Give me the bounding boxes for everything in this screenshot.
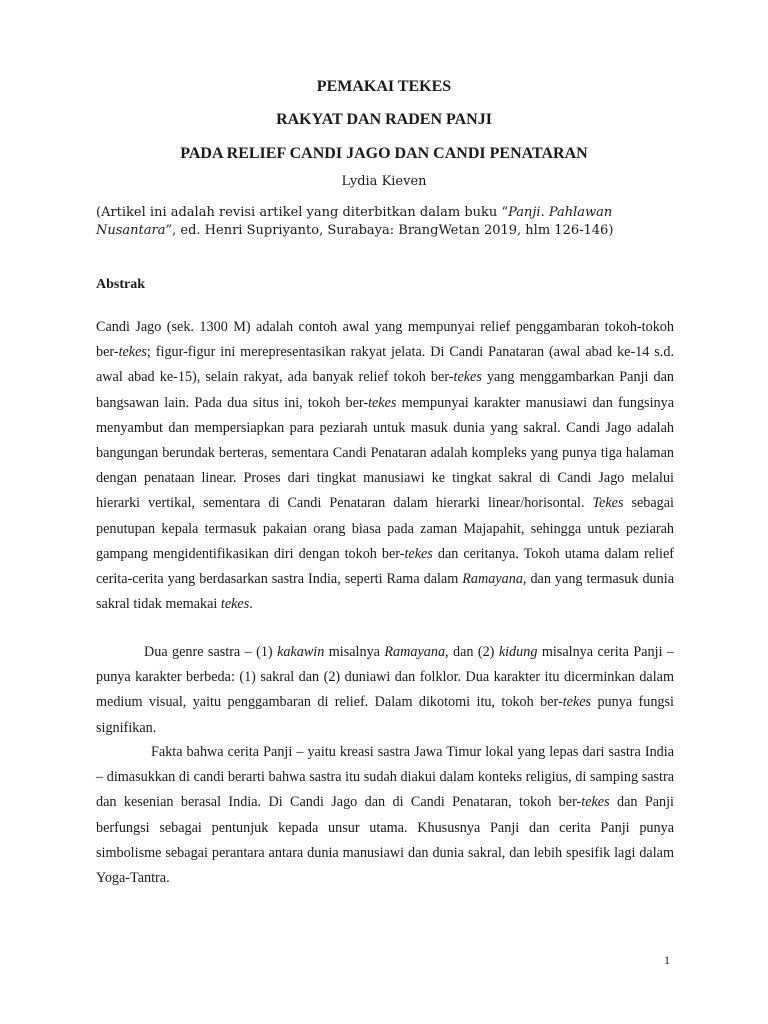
p2-italic-1: kakawin [277, 644, 325, 660]
p1-text-5: sebagai penutupan kepala termasuk pakaian orang biasa pada zaman Majapahit, sehingga untuk peziarah gampang mengidentifikasikan diri dengan tokoh ber- [96, 495, 674, 562]
p1-italic-2: tekes [453, 369, 482, 386]
p2-italic-2: Ramayana [384, 644, 446, 660]
author-name: Lydia Kieven [341, 174, 427, 189]
title-line-1: PEMAKAI TEKES [316, 78, 452, 95]
p1-italic-5: tekes [404, 545, 433, 562]
p3-text-2: dan Panji berfungsi sebagai pentunjuk kepada unsur utama. Khususnya Panji dan cerita Panji punya simbolisme sebagai perantara antara dunia manusiawi dan dunia sakral, dan lebih spesifik lagi dalam Yoga-Tantra. [96, 794, 674, 887]
p1-text-2: ; figur-figur ini merepresentasikan rakyat jelata. Di Candi Panataran (awal abad ke-14 s.d. awal abad ke-15), selain rakyat, ada banyak relief tokoh ber- [96, 344, 674, 386]
p2-italic-3: kidung [498, 644, 538, 660]
p2-text-1: Dua genre sastra – (1) [144, 644, 278, 660]
p2-text-3: , dan (2) [445, 644, 499, 660]
p2-text-2: misalnya [324, 644, 385, 660]
p1-italic-3: tekes [368, 394, 397, 411]
p1-italic-6: Ramayana, [462, 571, 527, 588]
p1-italic-1: tekes [118, 344, 147, 361]
revision-note [96, 204, 676, 240]
p1-text-4: mempunyai karakter manusiawi dan fungsinya menyambut dan mempersiapkan para peziarah untuk masuk dunia yang sakral. Candi Jago adalah bangungan berundak berteras, sementara Candi Penataran adalah kompleks yang punya tiga halaman dengan penataan linear. Proses dari tingkat manusiawi ke tingkat sakral di Candi Jago melalui hierarki vertikal, sementara di Candi Penataran dalam hierarki linear/horisontal. [96, 394, 675, 512]
p1-italic-4: Tekes [592, 495, 624, 512]
p1-italic-7: tekes [220, 596, 250, 613]
abstract-paragraph-2 [96, 640, 674, 741]
p2-italic-4: tekes [562, 694, 592, 711]
title-line-3: PADA RELIEF CANDI JAGO DAN CANDI PENATARAN [180, 145, 588, 162]
p2-text-4: misalnya cerita Panji – punya karakter berbeda: (1) sakral dan (2) duniawi dan folklor. Dua karakter itu dicerminkan dalam medium visual, yaitu penggambaran di relief. Dalam dikotomi itu, tokoh ber- [96, 644, 674, 711]
abstract-paragraph-1 [96, 315, 674, 617]
note-text-after: , ed. Henri Supriyanto, Surabaya: BrangWetan 2019, hlm 126-146) [172, 223, 614, 238]
abstract-paragraph-3 [96, 740, 674, 891]
page-number: 1 [664, 953, 670, 967]
p2-text-5: punya fungsi signifikan. [96, 694, 674, 736]
p3-text-1: Fakta bahwa cerita Panji – yaitu kreasi sastra Jawa Timur lokal yang lepas dari sastra India – dimasukkan di candi berarti bahwa sastra itu sudah diakui dalam konteks religius, di samping sastra dan kesenian berasal India. Di Candi Jago dan di Candi Penataran, tokoh ber- [96, 744, 674, 811]
p1-text-8: . [249, 596, 253, 613]
title-line-2: RAKYAT DAN RADEN PANJI [276, 111, 492, 128]
p3-italic-1: tekes [581, 794, 610, 811]
note-text-before: (Artikel ini adalah revisi artikel yang diterbitkan dalam buku “ [96, 205, 509, 220]
abstract-heading: Abstrak [96, 277, 146, 292]
p1-text-7: dan yang termasuk dunia sakral tidak memakai [96, 571, 674, 613]
p1-text-3: yang menggambarkan Panji dan bangsawan lain. Pada dua situs ini, tokoh ber- [96, 369, 674, 411]
p1-text-6: dan ceritanya. Tokoh utama dalam relief cerita-cerita yang berdasarkan sastra India, seperti Rama dalam [96, 545, 674, 588]
p1-text-1: Candi Jago (sek. 1300 M) adalah contoh awal yang mempunyai relief penggambaran tokoh-tokoh ber- [96, 319, 674, 361]
note-book-title: Panji. Pahlawan Nusantara” [96, 205, 613, 238]
